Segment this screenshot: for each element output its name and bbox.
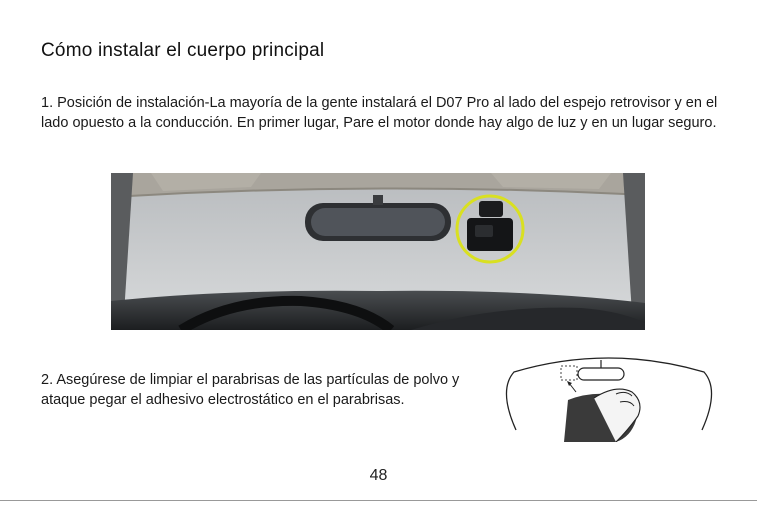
- page-title: Cómo instalar el cuerpo principal: [41, 40, 325, 61]
- step-2-text: 2. Asegúrese de limpiar el parabrisas de las partículas de polvo y ataque pegar el adhesivo electrostático en el parabrisas.: [41, 372, 460, 408]
- windshield-sketch: [498, 350, 720, 442]
- page-number: 48: [369, 467, 388, 484]
- bottom-divider: [0, 500, 757, 501]
- car-interior-photo: [111, 173, 645, 330]
- step-1-text: 1. Posición de instalación-La mayoría de la gente instalará el D07 Pro al lado del espejo retrovisor y en el lado opuesto a la conducción. En primer lugar, Pare el motor donde hay algo de luz y en un lugar seguro.: [41, 95, 718, 131]
